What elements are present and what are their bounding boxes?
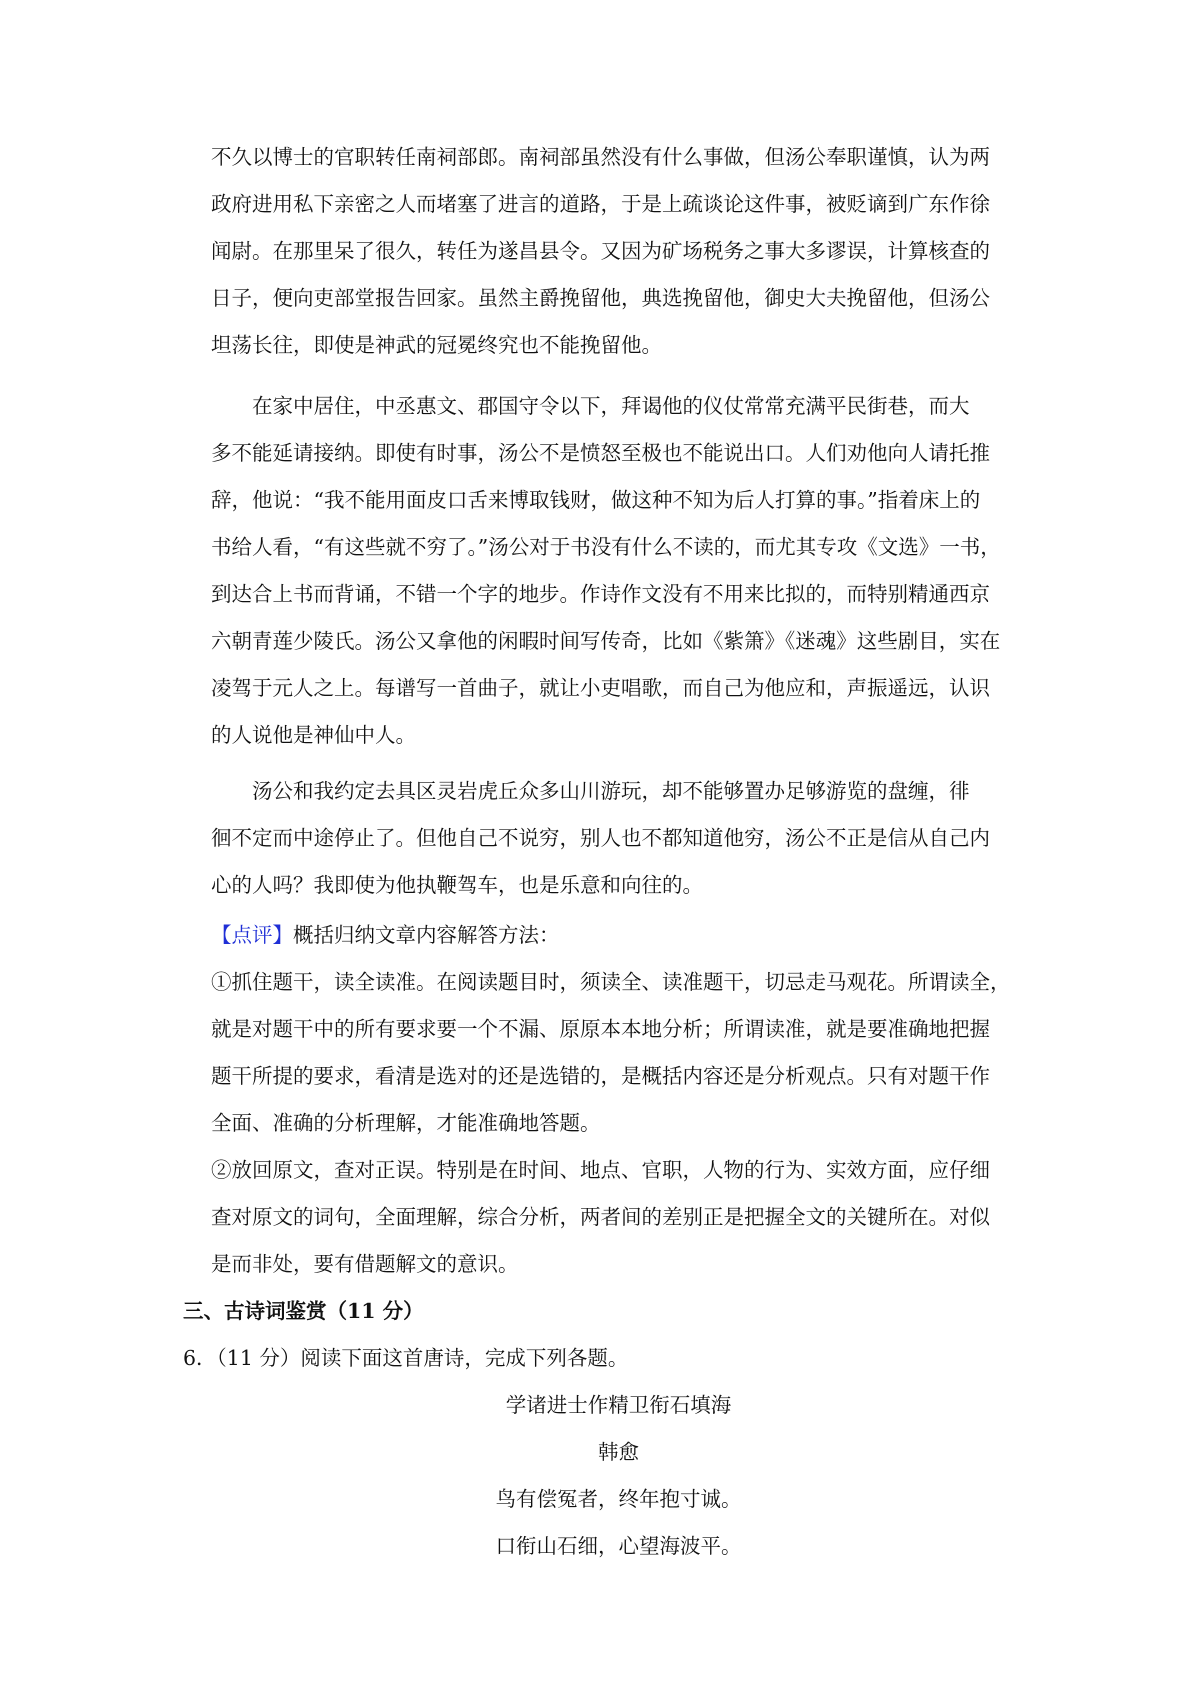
text-line: 政府进用私下亲密之人而堵塞了进言的道路，于是上疏谈论这件事，被贬谪到广东作徐 [211,192,990,216]
question-line: 6．（11 分）阅读下面这首唐诗，完成下列各题。 [183,1346,629,1370]
translation-paragraph-2 [211,383,1026,759]
poem [211,1382,1026,1570]
text-line: 不久以博士的官职转任南祠部郎。南祠部虽然没有什么事做，但汤公奉职谨慎，认为两 [211,145,990,169]
text-line: 的人说他是神仙中人。 [211,723,416,747]
text-line: 在家中居住，中丞惠文、郡国守令以下，拜谒他的仪仗常常充满平民街巷，而大 [252,394,970,418]
text-line: 心的人吗？我即使为他执鞭驾车，也是乐意和向往的。 [211,873,703,897]
text-line: 日子，便向吏部堂报告回家。虽然主爵挽留他，典选挽留他，御史大夫挽留他，但汤公 [211,286,990,310]
poem-author: 韩愈 [598,1440,639,1464]
text-line: 题干所提的要求，看清是选对的还是选错的，是概括内容还是分析观点。只有对题干作 [211,1064,990,1088]
text-line: 书给人看，“有这些就不穷了。”汤公对于书没有什么不读的，而尤其专攻《文选》一书， [211,535,1001,559]
text-line: ①抓住题干，读全读准。在阅读题目时，须读全、读准题干，切忌走马观花。所谓读全， [211,970,1011,994]
text-line: 就是对题干中的所有要求要一个不漏、原原本本地分析；所谓读准，就是要准确地把握 [211,1017,990,1041]
translation-paragraph-3 [211,768,1026,909]
section-heading: 三、古诗词鉴赏（11 分） [183,1299,424,1323]
comment-section [211,912,1026,1288]
comment-tag: 【点评】 [211,923,293,947]
text-line: 六朝青莲少陵氏。汤公又拿他的闲暇时间写传奇，比如《紫箫》《迷魂》这些剧目，实在 [211,629,1001,653]
poem-line: 鸟有偿冤者，终年抱寸诚。 [495,1487,742,1511]
text-line: 辞，他说：“我不能用面皮口舌来博取钱财，做这种不知为后人打算的事。”指着床上的 [211,488,981,512]
text-line: 查对原文的词句，全面理解，综合分析，两者间的差别正是把握全文的关键所在。对似 [211,1205,990,1229]
comment-intro: 概括归纳文章内容解答方法： [293,923,560,947]
text-line: 全面、准确的分析理解，才能准确地答题。 [211,1111,601,1135]
text-line: 坦荡长往，即使是神武的冠冕终究也不能挽留他。 [211,333,662,357]
text-line: 多不能延请接纳。即使有时事，汤公不是愤怒至极也不能说出口。人们劝他向人请托推 [211,441,990,465]
text-line: 凌驾于元人之上。每谱写一首曲子，就让小吏唱歌，而自己为他应和，声振遥远，认识 [211,676,990,700]
text-line: 汤公和我约定去具区灵岩虎丘众多山川游玩，却不能够置办足够游览的盘缠，徘 [252,779,970,803]
translation-paragraph-1 [211,134,1026,369]
text-line: 闻尉。在那里呆了很久，转任为遂昌县令。又因为矿场税务之事大多谬误，计算核查的 [211,239,990,263]
poem-line: 口衔山石细，心望海波平。 [495,1534,742,1558]
comment-intro-line [211,912,1026,959]
text-line: 到达合上书而背诵，不错一个字的地步。作诗作文没有不用来比拟的，而特别精通西京 [211,582,990,606]
text-line: 徊不定而中途停止了。但他自己不说穷，别人也不都知道他穷，汤公不正是信从自己内 [211,826,990,850]
text-line: ②放回原文，查对正误。特别是在时间、地点、官职，人物的行为、实效方面，应仔细 [211,1158,990,1182]
poem-title: 学诸进士作精卫衔石填海 [505,1393,732,1417]
text-line: 是而非处，要有借题解文的意识。 [211,1252,519,1276]
